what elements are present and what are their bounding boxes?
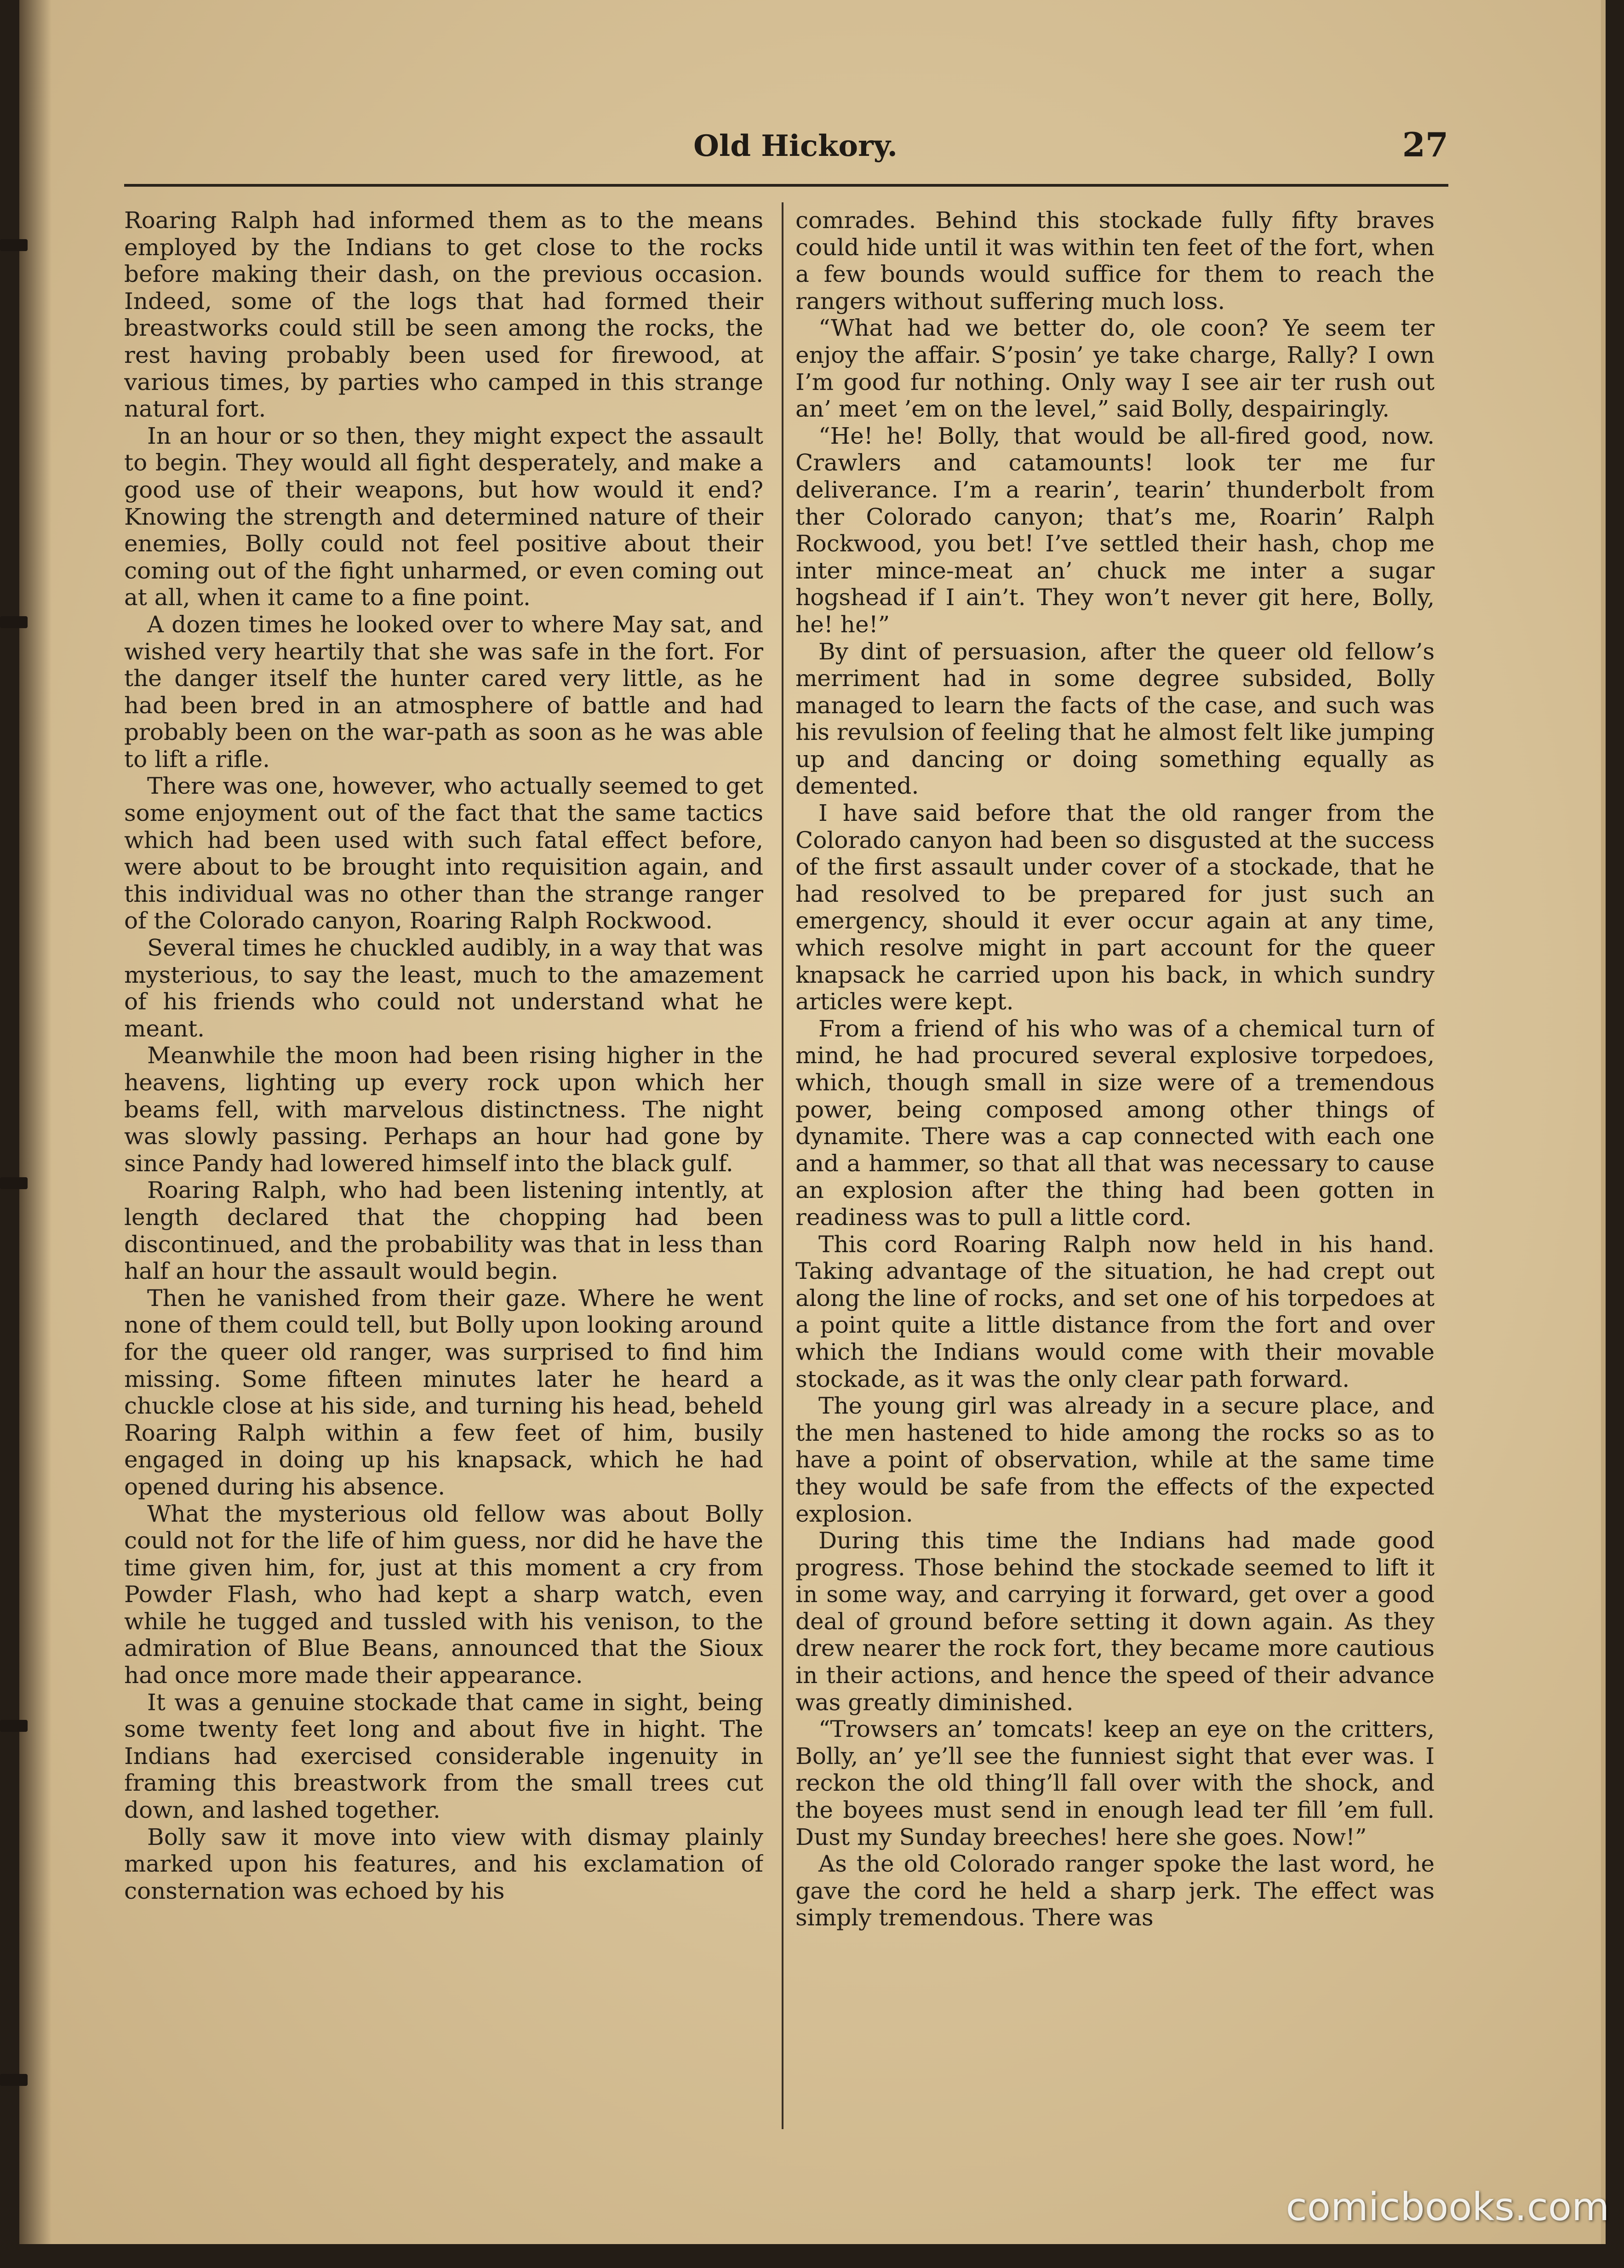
binding-stitch <box>0 239 28 251</box>
paragraph: By dint of persuasion, after the queer old fellow’s merriment had in some degree subsided, Bolly managed to learn the facts of the case, and such was his revulsion of feeling that he almost felt like jumping up and dancing or doing something equally as demented. <box>795 638 1435 800</box>
paragraph: “He! he! Bolly, that would be all-fired good, now. Crawlers and catamounts! look ter me fur deliverance. I’m a rearin’, tearin’ thunderbolt from ther Colorado canyon; that’s me, Roarin’ Ralph Rockwood, you bet! I’ve settled their hash, chop me inter mince-meat an’ chuck me inter a sugar hogshead if I ain’t. They won’t never git here, Bolly, he! he!” <box>795 422 1435 638</box>
paragraph: The young girl was already in a secure place, and the men hastened to hide among the rocks so as to have a point of observation, while at the same time they would be safe from the effects of the expected explosion. <box>795 1392 1435 1527</box>
paragraph: From a friend of his who was of a chemical turn of mind, he had procured several explosive torpedoes, which, though small in size were of a tremendous power, being composed among other things of dynamite. There was a cap connected with each one and a hammer, so that all that was necessary to cause an explosion after the thing had been gotten in readiness was to pull a little cord. <box>795 1015 1435 1231</box>
paragraph: What the mysterious old fellow was about Bolly could not for the life of him guess, nor did he have the time given him, for, just at this moment a cry from Powder Flash, who had kept a sharp watch, even while he tugged and tussled with his venison, to the admiration of Blue Beans, announced that the Sioux had once more made their appearance. <box>124 1500 763 1689</box>
paragraph: I have said before that the old ranger from the Colorado canyon had been so disgusted at the success of the first assault under cover of a stockade, that he had resolved to be prepared for just such an emergency, should it ever occur again at any time, which resolve might in part account for the queer knapsack he carried upon his back, in which sundry articles were kept. <box>795 800 1435 1015</box>
right-text-column <box>795 207 1435 2125</box>
paragraph: There was one, however, who actually seemed to get some enjoyment out of the fact that the same tactics which had been used with such fatal effect before, were about to be brought into requisition again, and this individual was no other than the strange ranger of the Colorado canyon, Roaring Ralph Rockwood. <box>124 773 763 934</box>
binding-stitch <box>0 1177 28 1189</box>
page-number: 27 <box>1402 125 1448 164</box>
paragraph: As the old Colorado ranger spoke the last word, he gave the cord he held a sharp jerk. The effect was simply tremendous. There was <box>795 1850 1435 1931</box>
paragraph: Then he vanished from their gaze. Where he went none of them could tell, but Bolly upon looking around for the queer old ranger, was surprised to find him missing. Some fifteen minutes later he heard a chuckle close at his side, and turning his head, beheld Roaring Ralph within a few feet of him, busily engaged in doing up his knapsack, which he had opened during his absence. <box>124 1284 763 1500</box>
paragraph: Roaring Ralph, who had been listening intently, at length declared that the chopping had been discontinued, and the probability was that in less than half an hour the assault would begin. <box>124 1177 763 1285</box>
paragraph: “What had we better do, ole coon? Ye seem ter enjoy the affair. S’posin’ ye take charge, Rally? I own I’m good fur nothing. Only way I see air ter rush out an’ meet ’em on the level,” said Bolly, despairingly. <box>795 315 1435 423</box>
binding-stitch <box>0 616 28 628</box>
paragraph: A dozen times he looked over to where May sat, and wished very heartily that she was safe in the fort. For the danger itself the hunter cared very little, as he had been bred in an atmosphere of battle and had probably been on the war-path as soon as he was able to lift a rifle. <box>124 611 763 773</box>
paragraph: comrades. Behind this stockade fully fifty braves could hide until it was within ten feet of the fort, when a few bounds would suffice for them to reach the rangers without suffering much loss. <box>795 207 1435 315</box>
paragraph: In an hour or so then, they might expect the assault to begin. They would all fight desperately, and make a good use of their weapons, but how would it end? Knowing the strength and determined nature of their enemies, Bolly could not feel positive about their coming out of the fight unharmed, or even coming out at all, when it came to a fine point. <box>124 422 763 611</box>
paragraph: This cord Roaring Ralph now held in his hand. Taking advantage of the situation, he had crept out along the line of rocks, and set one of his torpedoes at a point quite a little distance from the fort and over which the Indians would come with their movable stockade, as it was the only clear path forward. <box>795 1231 1435 1392</box>
left-text-column <box>124 207 763 2125</box>
paragraph: “Trowsers an’ tomcats! keep an eye on the critters, Bolly, an’ ye’ll see the funniest sight that ever was. I reckon the old thing’ll fall over with the shock, and the boyees must send in enough lead ter fill ’em full. Dust my Sunday breeches! here she goes. Now!” <box>795 1716 1435 1850</box>
binding-stitch <box>0 1720 28 1732</box>
spine-shadow <box>19 0 51 2244</box>
paragraph: During this time the Indians had made good progress. Those behind the stockade seemed to lift it in some way, and carrying it forward, get over a good deal of ground before setting it down again. As they drew nearer the rock fort, they became more cautious in their actions, and hence the speed of their advance was greatly diminished. <box>795 1527 1435 1716</box>
watermark: comicbooks.com <box>1286 2184 1609 2229</box>
paragraph: It was a genuine stockade that came in sight, being some twenty feet long and about five in hight. The Indians had exercised considerable ingenuity in framing this breastwork from the small trees cut down, and lashed together. <box>124 1689 763 1824</box>
binding-stitch <box>0 2074 28 2086</box>
paragraph: Meanwhile the moon had been rising higher in the heavens, lighting up every rock upon which her beams fell, with marvelous distinctness. The night was slowly passing. Perhaps an hour had gone by since Pandy had lowered himself into the black gulf. <box>124 1042 763 1177</box>
running-head-title: Old Hickory. <box>693 129 898 163</box>
header-rule <box>124 184 1448 187</box>
paragraph: Bolly saw it move into view with dismay plainly marked upon his features, and his exclamation of consternation was echoed by his <box>124 1823 763 1904</box>
paragraph: Several times he chuckled audibly, in a way that was mysterious, to say the least, much to the amazement of his friends who could not understand what he meant. <box>124 934 763 1042</box>
column-divider <box>782 202 783 2129</box>
paragraph: Roaring Ralph had informed them as to the means employed by the Indians to get close to the rocks before making their dash, on the previous occasion. Indeed, some of the logs that had formed their breastworks could still be seen among the rocks, the rest having probably been used for firewood, at various times, by parties who camped in this strange natural fort. <box>124 207 763 423</box>
